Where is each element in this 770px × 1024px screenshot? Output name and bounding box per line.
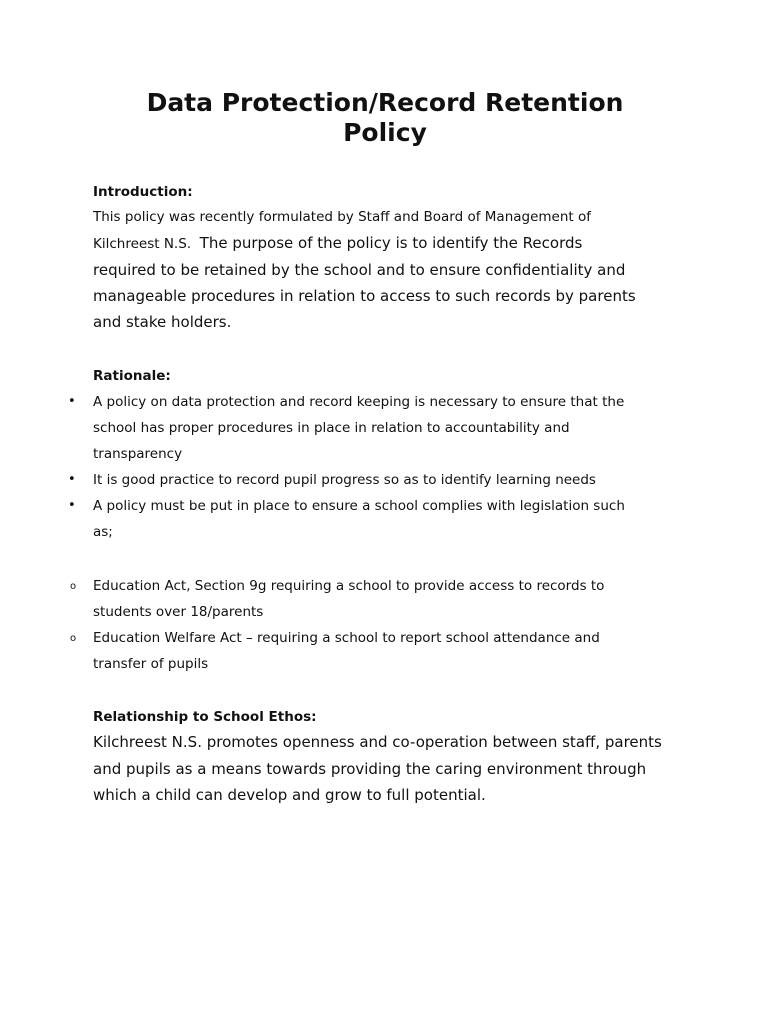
title-line-1: Data Protection/Record Retention <box>146 88 624 117</box>
legislation-line: transfer of pupils <box>93 656 209 672</box>
introduction-line: This policy was recently formulated by Staff and Board of Management of <box>93 209 592 225</box>
page-title <box>60 88 710 148</box>
legislation-line: students over 18/parents <box>93 604 264 620</box>
ethos-line: and pupils as a means towards providing the caring environment through <box>93 759 647 778</box>
introduction-line: manageable procedures in relation to access to such records by parents <box>93 287 636 305</box>
title-line-2: Policy <box>343 118 427 147</box>
bullet-line: A policy must be put in place to ensure a school complies with legislation such <box>93 498 625 514</box>
introduction-line <box>93 230 693 257</box>
bullet-marker: • <box>68 498 76 513</box>
introduction-line: and stake holders. <box>93 313 232 331</box>
rationale-bullet-item <box>93 467 683 493</box>
bullet-marker: • <box>68 472 76 487</box>
rationale-heading: Rationale: <box>93 368 171 384</box>
sub-bullet-marker: o <box>70 581 77 592</box>
introduction-heading: Introduction: <box>93 184 193 200</box>
rationale-bullet-item <box>93 493 683 545</box>
ethos-line: Kilchreest N.S. promotes openness and co-operation between staff, parents <box>93 733 662 751</box>
ethos-line: which a child can develop and grow to full potential. <box>93 786 486 804</box>
legislation-item <box>93 625 683 677</box>
bullet-line: transparency <box>93 446 183 462</box>
ethos-heading: Relationship to School Ethos: <box>93 709 317 725</box>
legislation-item <box>93 573 683 625</box>
ethos-paragraph <box>93 729 693 809</box>
school-name: Kilchreest N.S. <box>93 236 192 252</box>
bullet-line: A policy on data protection and record keeping is necessary to ensure that the <box>93 394 625 410</box>
introduction-line: required to be retained by the school and to ensure confidentiality and <box>93 261 626 279</box>
bullet-line: It is good practice to record pupil progress so as to identify learning needs <box>93 472 596 488</box>
introduction-line-rest: The purpose of the policy is to identify the Records <box>199 234 583 252</box>
introduction-paragraph <box>93 204 693 335</box>
bullet-line: school has proper procedures in place in relation to accountability and <box>93 420 570 436</box>
bullet-line: as; <box>93 524 113 540</box>
rationale-bullet-item <box>93 389 683 467</box>
legislation-line: Education Act, Section 9g requiring a school to provide access to records to <box>93 578 605 594</box>
legislation-line: Education Welfare Act – requiring a school to report school attendance and <box>93 630 600 646</box>
sub-bullet-marker: o <box>70 633 77 644</box>
bullet-marker: • <box>68 394 76 409</box>
